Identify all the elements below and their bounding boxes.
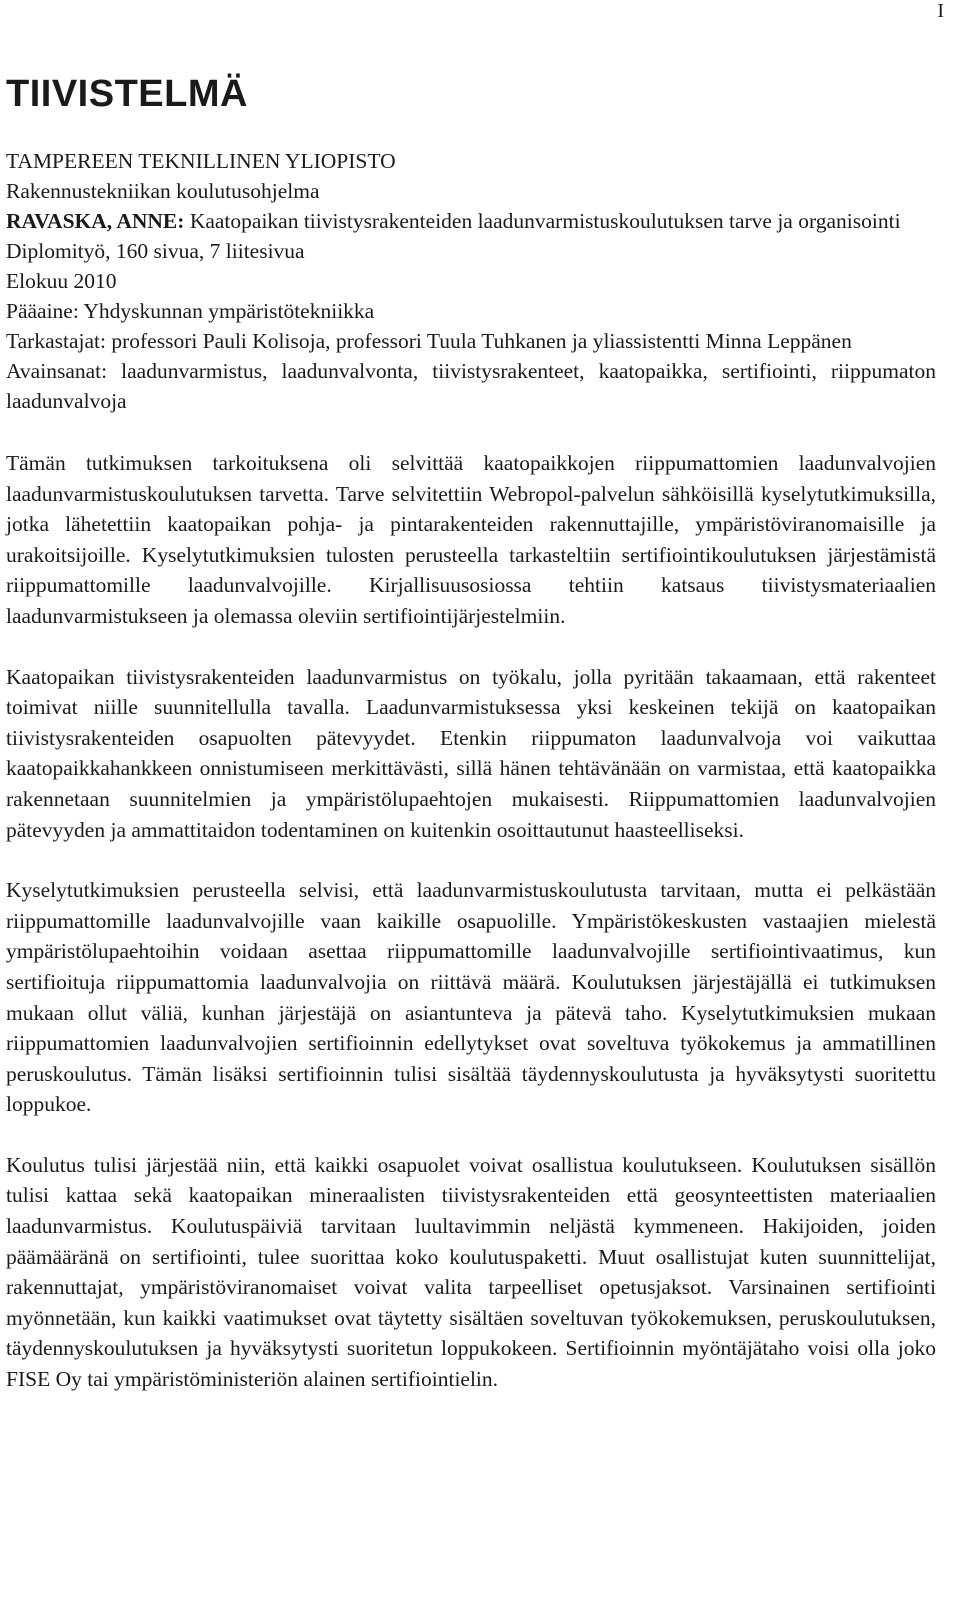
abstract-page xyxy=(6,66,936,1395)
author-and-title xyxy=(6,206,936,236)
thesis-date: Elokuu 2010 xyxy=(6,269,117,293)
abstract-paragraph-4: Koulutus tulisi järjestää niin, että kaikki osapuolet voivat osallistua koulutukseen. Koulutuksen sisällön tulisi kattaa sekä kaatopaikan mineraalisten tiivistysrakenteiden että geosynteettisten materiaalien laadunvarmistus. Koulutuspäiviä tarvitaan luultavimmin neljästä kymmeneen. Hakijoiden, joiden päämääränä on sertifiointi, tulee suorittaa koko koulutuspaketti. Muut osallistujat kuten suunnittelijat, rakennuttajat, ympäristöviranomaiset voivat valita tarpeelliset opetusjaksot. Varsinainen sertifiointi myönnetään, kun kaikki vaatimukset ovat täytetty sisältäen soveltuvan työkokemuksen, peruskoulutuksen, täydennyskoulutuksen ja hyväksytysti suoritetun loppukokeen. Sertifioinnin myöntäjätaho voisi olla joko FISE Oy tai ympäristöministeriön alainen sertifiointielin. xyxy=(6,1152,936,1392)
author-name: RAVASKA, ANNE xyxy=(6,209,178,233)
degree-programme: Rakennustekniikan koulutusohjelma xyxy=(6,179,320,203)
major-subject: Pääaine: Yhdyskunnan ympäristötekniikka xyxy=(6,299,375,323)
university: TAMPEREEN TEKNILLINEN YLIOPISTO xyxy=(6,149,396,173)
thesis-info: Diplomityö, 160 sivua, 7 liitesivua xyxy=(6,239,305,263)
thesis-metadata xyxy=(6,146,936,416)
keywords: Avainsanat: laadunvarmistus, laadunvalvonta, tiivistysrakenteet, kaatopaikka, sertifiointi, riippumaton laadunvalvoja xyxy=(6,359,936,413)
abstract-paragraph-1: Tämän tutkimuksen tarkoituksena oli selvittää kaatopaikkojen riippumattomien laadunvalvojien laadunvarmistuskoulutuksen tarvetta. Tarve selvitettiin Webropol-palvelun sähköisillä kyselytutkimuksilla, jotka lähetettiin kaatopaikan pohja- ja pintarakenteiden rakennuttajille, ympäristöviranomaisille ja urakoitsijoille. Kyselytutkimuksien tulosten perusteella tarkasteltiin sertifiointikoulutuksen järjestämistä riippumattomille laadunvalvojille. Kirjallisuusosiossa tehtiin katsaus tiivistysmateriaalien laadunvarmistukseen ja olemassa oleviin sertifiointijärjestelmiin. xyxy=(6,451,936,628)
page-title: TIIVISTELMÄ xyxy=(6,73,248,115)
abstract-paragraph-3: Kyselytutkimuksien perusteella selvisi, että laadunvarmistuskoulutusta tarvitaan, mutta ei pelkästään riippumattomille laadunvalvojille vaan kaikille osapuolille. Ympäristökeskusten vastaajien mielestä ympäristölupaehtoihin voidaan asettaa riippumattomille laadunvalvojille sertifiointivaatimus, kun sertifioituja riippumattomia laadunvalvojia on riittävä määrä. Koulutuksen järjestäjällä ei tutkimuksen mukaan ollut väliä, kunhan järjestäjä on asiantunteva ja pätevä taho. Kyselytutkimuksien mukaan riippumattomien laadunvalvojien sertifioinnin edellytykset ovat soveltuva työkokemus ja ammatillinen peruskoulutus. Tämän lisäksi sertifioinnin tulisi sisältää täydennyskoulutusta ja hyväksytysti suoritettu loppukoe. xyxy=(6,878,936,1117)
page-number: I xyxy=(937,0,944,22)
thesis-title: Kaatopaikan tiivistysrakenteiden laadunvarmistuskoulutuksen tarve ja organisointi xyxy=(189,209,901,233)
examiners: Tarkastajat: professori Pauli Kolisoja, professori Tuula Tuhkanen ja yliassistentti Minna Leppänen xyxy=(6,329,852,353)
author-colon: : xyxy=(177,209,185,233)
abstract-paragraph-2: Kaatopaikan tiivistysrakenteiden laadunvarmistus on työkalu, jolla pyritään takaamaan, että rakenteet toimivat niille suunnitellulla tavalla. Laadunvarmistuksessa yksi keskeinen tekijä on kaatopaikan tiivistysrakenteiden osapuolten pätevyydet. Etenkin riippumaton laadunvalvoja voi vaikuttaa kaatopaikkahankkeen onnistumiseen merkittävästi, sillä hänen tehtävänään on varmistaa, että kaatopaikka rakennetaan suunnitelmien ja ympäristölupaehtojen mukaisesti. Riippumattomien laadunvalvojien pätevyyden ja ammattitaidon todentaminen on kuitenkin osoittautunut haasteelliseksi. xyxy=(6,664,936,842)
